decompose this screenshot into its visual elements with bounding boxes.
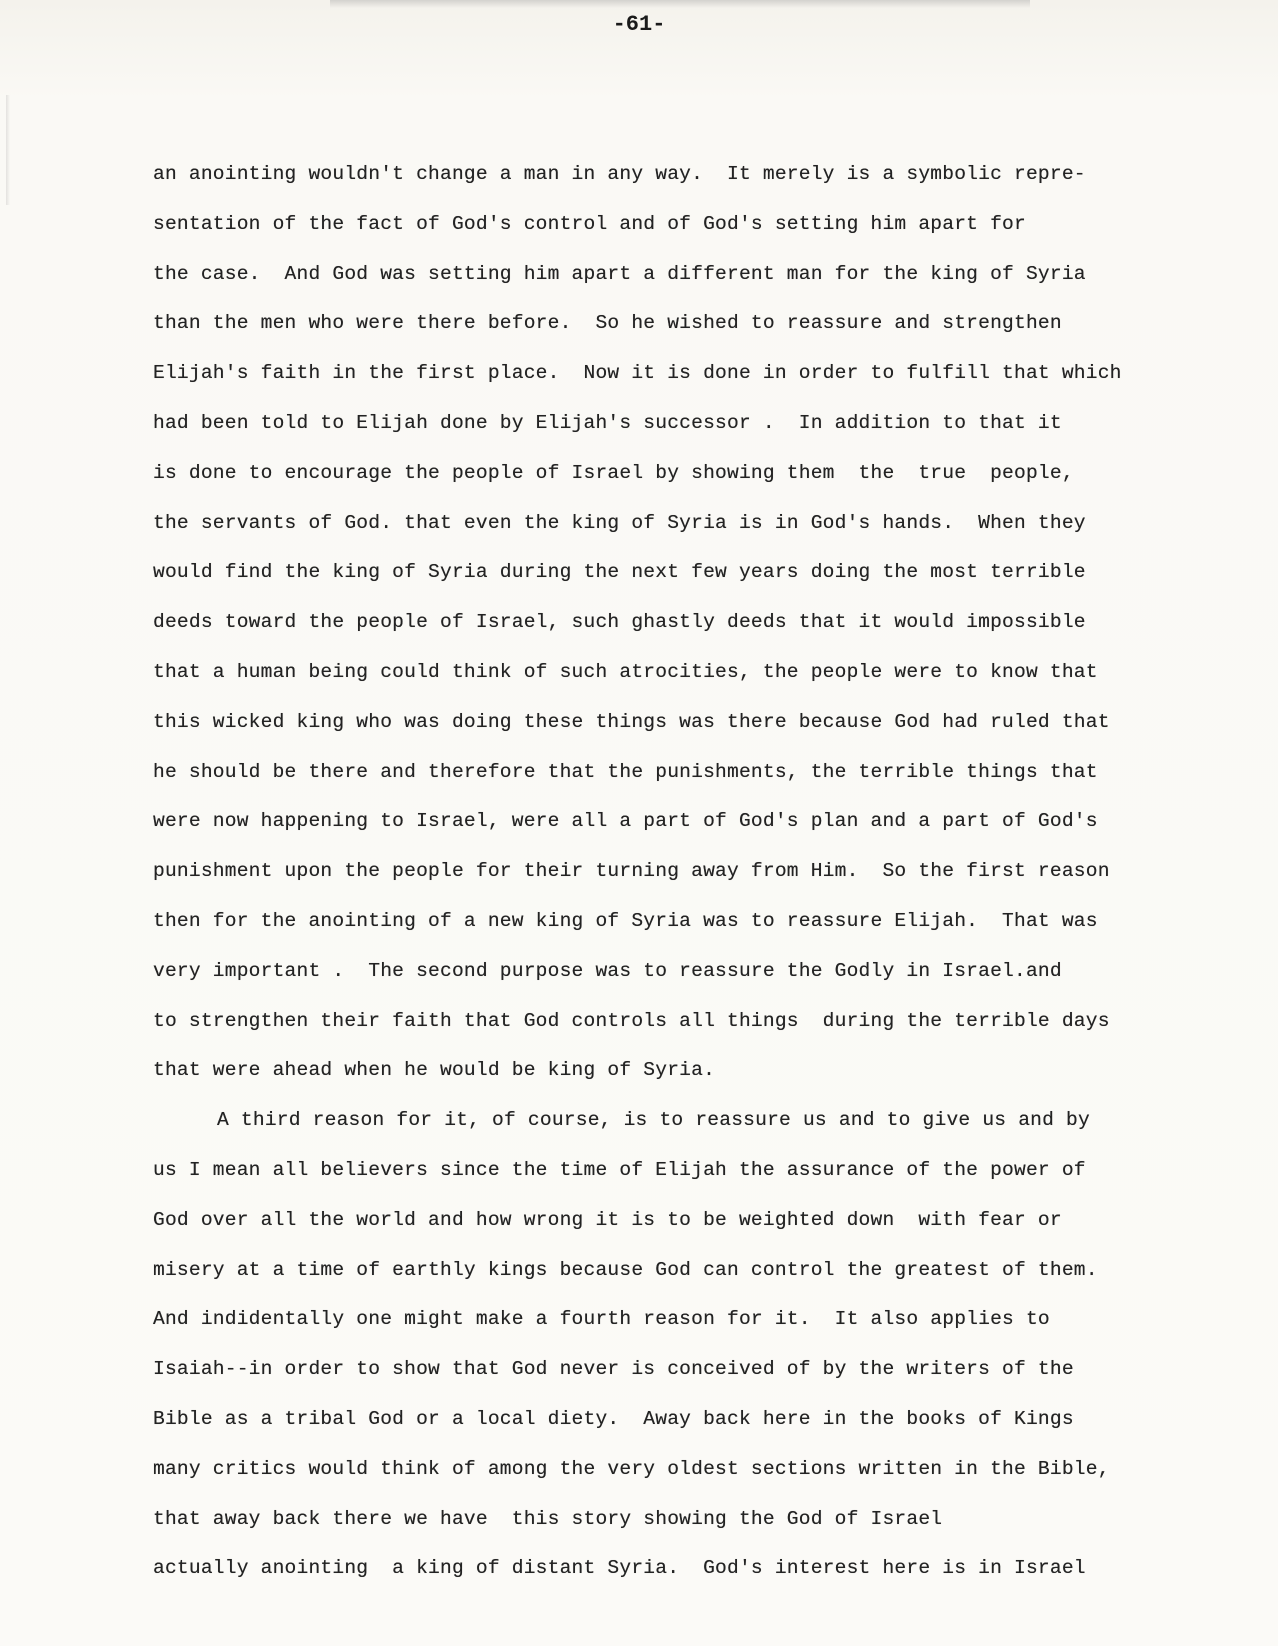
text-line: us I mean all believers since the time of Elijah the assurance of the power of (153, 1158, 1086, 1181)
text-line: were now happening to Israel, were all a part of God's plan and a part of God's (153, 810, 1098, 833)
scan-left-edge-mark (6, 95, 10, 205)
paragraph-1 (153, 150, 1193, 1096)
scan-top-shadow (330, 0, 1030, 8)
text-line: many critics would think of among the very oldest sections written in the Bible, (153, 1457, 1110, 1480)
paragraph-2 (153, 1096, 1193, 1594)
text-line: the servants of God. that even the king of Syria is in God's hands. When they (153, 511, 1086, 534)
text-line: than the men who were there before. So he wished to reassure and strengthen (153, 312, 1062, 335)
text-line: that a human being could think of such atrocities, the people were to know that (153, 660, 1098, 683)
text-line: an anointing wouldn't change a man in any way. It merely is a symbolic repre- (153, 163, 1086, 185)
text-line: actually anointing a king of distant Syria. God's interest here is in Israel (153, 1557, 1086, 1580)
text-line: very important . The second purpose was to reassure the Godly in Israel.and (153, 959, 1062, 982)
text-line: that were ahead when he would be king of Syria. (153, 1059, 716, 1082)
text-line: punishment upon the people for their turning away from Him. So the first reason (153, 860, 1110, 883)
text-line: would find the king of Syria during the next few years doing the most terrible (153, 561, 1086, 584)
page-number: -61- (612, 12, 666, 37)
text-line: A third reason for it, of course, is to reassure us and to give us and by (217, 1109, 1090, 1132)
text-line: sentation of the fact of God's control and of God's setting him apart for (153, 212, 1026, 235)
text-line: deeds toward the people of Israel, such ghastly deeds that it would impossible (153, 611, 1086, 634)
text-line: this wicked king who was doing these things was there because God had ruled that (153, 710, 1110, 733)
text-line: Elijah's faith in the first place. Now it is done in order to fulfill that which (153, 362, 1122, 385)
text-line: then for the anointing of a new king of Syria was to reassure Elijah. That was (153, 909, 1098, 932)
text-line: that away back there we have this story showing the God of Israel (153, 1507, 943, 1530)
text-line: And indidentally one might make a fourth reason for it. It also applies to (153, 1308, 1050, 1331)
text-line: the case. And God was setting him apart a different man for the king of Syria (153, 262, 1086, 285)
text-line: is done to encourage the people of Israel by showing them the true people, (153, 461, 1074, 484)
text-line: Isaiah--in order to show that God never is conceived of by the writers of the (153, 1358, 1074, 1381)
text-line: had been told to Elijah done by Elijah's successor . In addition to that it (153, 411, 1062, 434)
text-line: misery at a time of earthly kings because God can control the greatest of them. (153, 1258, 1098, 1281)
text-line: he should be there and therefore that the punishments, the terrible things that (153, 760, 1098, 783)
text-line: Bible as a tribal God or a local diety. Away back here in the books of Kings (153, 1407, 1074, 1430)
text-line: God over all the world and how wrong it is to be weighted down with fear or (153, 1208, 1062, 1231)
text-line: to strengthen their faith that God controls all things during the terrible days (153, 1009, 1110, 1032)
typed-text-body (153, 150, 1193, 1594)
